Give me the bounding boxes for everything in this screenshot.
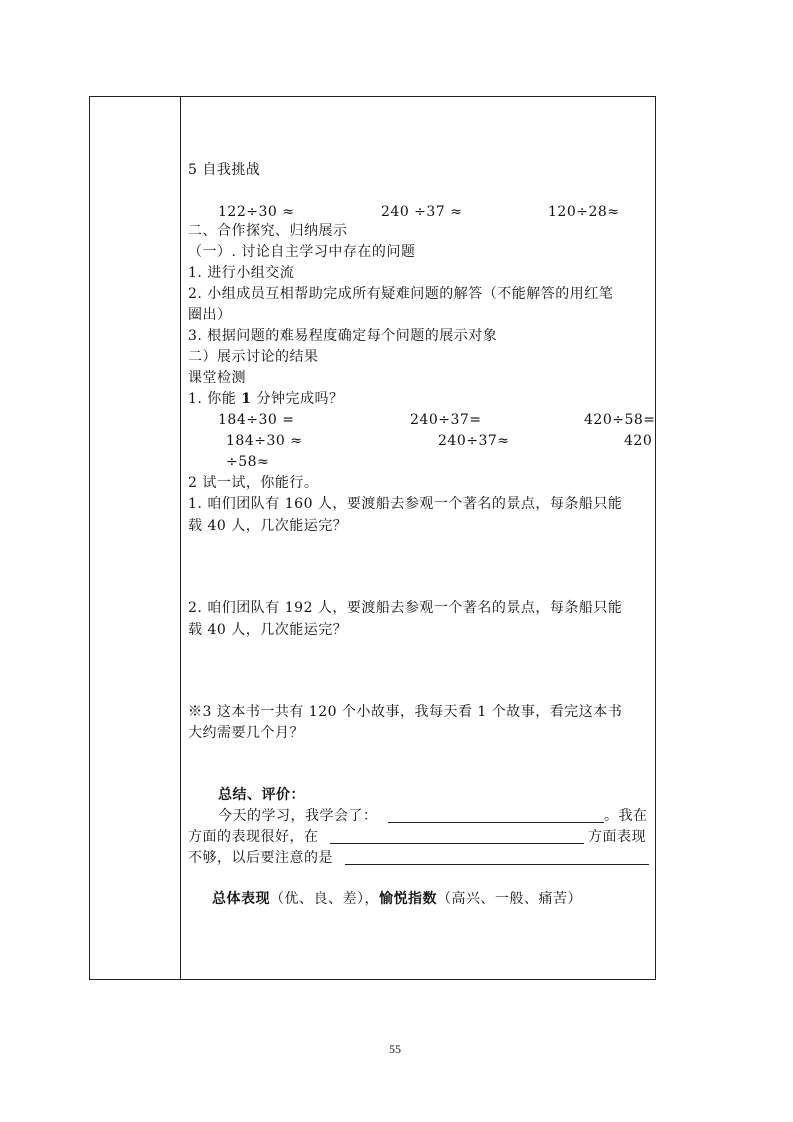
step-item: 3. 根据问题的难易程度确定每个问题的展示对象 [188, 328, 498, 344]
section5-title: 5 自我挑战 [188, 162, 261, 178]
problem1-line1: 1. 咱们团队有 160 人，要渡船去参观一个著名的景点，每条船只能 [188, 496, 623, 512]
part2-sub1: （一）. 讨论自主学习中存在的问题 [188, 244, 416, 260]
fill-blank-line [345, 864, 649, 865]
q1-suffix: 分钟完成吗？ [251, 391, 344, 407]
overall-options: （优、良、差）， [270, 891, 379, 907]
lesson-table [89, 96, 656, 980]
calc-item: 184÷30 ≈ [226, 433, 303, 449]
summary-line3-label: 不够，以后要注意的是 [188, 850, 333, 866]
step-item: 圈出） [188, 307, 232, 323]
part2-sub2: 二）展示讨论的结果 [188, 349, 319, 365]
calc-item: 240÷37≈ [438, 433, 510, 449]
fill-blank-line [330, 843, 584, 844]
calc-item: 240÷37= [410, 412, 482, 428]
estimate-item: 240 ÷37 ≈ [381, 204, 463, 220]
problem2-line2: 载 40 人，几次能运完？ [188, 622, 348, 638]
test-question1 [188, 390, 343, 408]
calc-item: ÷58≈ [226, 454, 270, 470]
page-number: 55 [389, 1042, 401, 1056]
summary-heading: 总结、评价： [218, 787, 305, 803]
step-item: 2. 小组成员互相帮助完成所有疑难问题的解答（不能解答的用红笔 [188, 286, 614, 302]
estimate-item: 122÷30 ≈ [218, 204, 295, 220]
summary-line1-end: 。我在 [604, 808, 648, 824]
problem1-line2: 载 40 人，几次能运完？ [188, 518, 348, 534]
problem2-line1: 2. 咱们团队有 192 人，要渡船去参观一个著名的景点，每条船只能 [188, 600, 623, 616]
summary-line2-end: 方面表现 [588, 829, 646, 845]
part2-heading: 二、合作探究、归纳展示 [188, 223, 348, 239]
calc-item: 184÷30 = [218, 412, 295, 428]
column-divider [180, 97, 181, 979]
q1-number: 1 [241, 391, 252, 407]
calc-item: 420 [624, 433, 653, 449]
fill-blank-line [388, 822, 604, 823]
problem3-line2: 大约需要几个月？ [188, 725, 304, 741]
summary-line2-label: 方面的表现很好，在 [188, 829, 319, 845]
calc-item: 420÷58= [584, 412, 656, 428]
q1-prefix: 1. 你能 [188, 391, 242, 407]
overall-label: 总体表现 [212, 891, 270, 907]
overall-evaluation [212, 890, 582, 908]
try-heading: 2 试一试，你能行。 [188, 475, 319, 491]
estimate-item: 120÷28≈ [548, 204, 620, 220]
joy-label: 愉悦指数 [379, 891, 437, 907]
joy-options: （高兴、一般、痛苦） [437, 891, 582, 907]
test-heading: 课堂检测 [188, 370, 246, 386]
step-item: 1. 进行小组交流 [188, 265, 295, 281]
problem3-line1: ※3 这本书一共有 120 个小故事，我每天看 1 个故事，看完这本书 [188, 704, 623, 720]
summary-line1-label: 今天的学习，我学会了： [218, 808, 378, 824]
